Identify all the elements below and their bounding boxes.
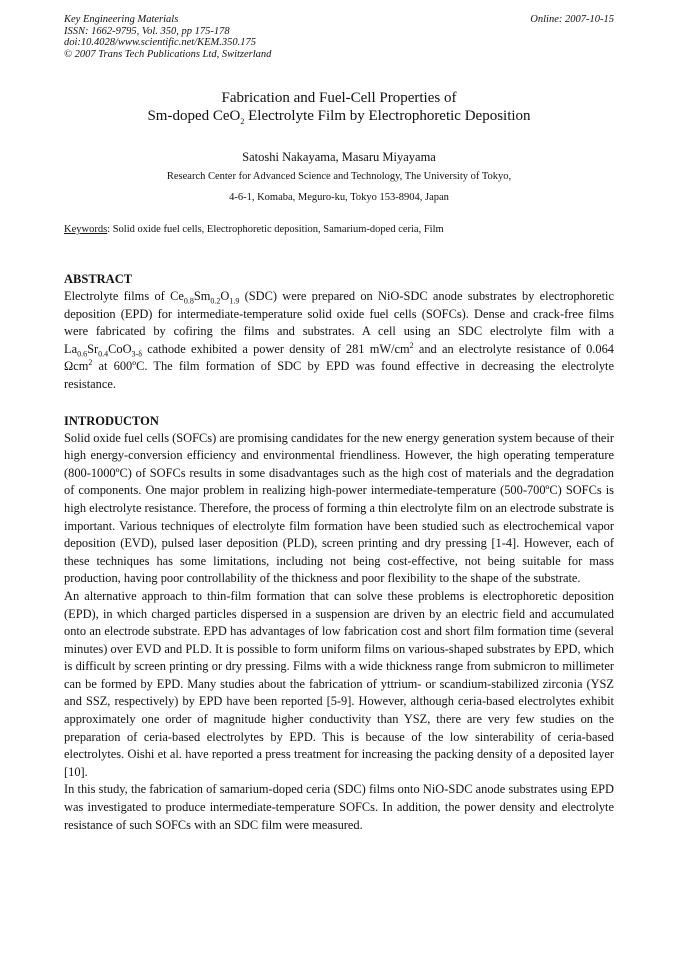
keywords [64, 223, 614, 237]
introduction-heading: INTRODUCTON [64, 413, 159, 428]
title-text-end: Electrolyte Film by Electrophoretic Deposition [244, 108, 531, 124]
journal-name: Key Engineering Materials [64, 14, 179, 25]
journal-header [64, 14, 614, 60]
abstract-heading: ABSTRACT [64, 272, 133, 286]
authors: Satoshi Nakayama, Masaru Miyayama [242, 150, 436, 164]
online-date: Online: 2007-10-15 [530, 14, 614, 25]
keywords-label: Keywords [64, 224, 108, 235]
journal-doi: doi:10.4028/www.scientific.net/KEM.350.175 [64, 37, 256, 48]
title-text: Sm-doped CeO [147, 108, 241, 124]
affiliation [64, 166, 614, 208]
introduction-paragraph-3: In this study, the fabrication of samarium-doped ceria (SDC) films onto NiO-SDC anode substrates using EPD was investigated to produce intermediate-temperature SOFCs. In addition, the power density and electrolyte resistance of such SOFCs with an SDC film were measured. [64, 782, 614, 832]
journal-copyright: © 2007 Trans Tech Publications Ltd, Switzerland [64, 48, 272, 60]
abstract-paragraph: Electrolyte films of $Ce_{0.8}Sm_{0.2}O_{1.9}$ (SDC) were prepared on NiO-SDC anode substrates by electrophoretic deposition (EPD) for intermediate-temperature solid oxide fuel cells (SOFCs). Dense and crack-free films were fabricated by cofiring the films and substrates. A cell using an SDC electrolyte film with a $La_{0.6}Sr_{0.4}CoO_{3-\delta}$ cathode exhibited a power density of 281 $mW/cm^2$ and an electrolyte resistance of 0.064 Ωcm$^2$ at 600ºC. The film formation of SDC by EPD was found effective in decreasing the electrolyte resistance. [64, 289, 614, 391]
paper-title [64, 89, 614, 125]
journal-issn: ISSN: 1662-9795, Vol. 350, pp 175-178 [64, 25, 230, 37]
keywords-text: : Solid oxide fuel cells, Electrophoretic deposition, Samarium-doped ceria, Film [107, 224, 444, 235]
title-line-1: Fabrication and Fuel-Cell Properties of [221, 90, 457, 106]
paper-page [64, 14, 614, 834]
title-subscript: 2 [240, 117, 245, 126]
title-line-2 [64, 107, 614, 125]
affiliation-line-2: 4-6-1, Komaba, Meguro-ku, Tokyo 153-8904, Japan [229, 192, 449, 203]
introduction-paragraph-2: An alternative approach to thin-film formation that can solve these problems is electrophoretic deposition (EPD), in which charged particles dispersed in a suspension are driven by an electric field and accumulated onto an electrode substrate. EPD has advantages of low fabrication cost and short film formation time (several minutes) over EVD and PLD. It is possible to form uniform films on various-shaped substrates by EPD, which is difficult by screen printing or dry pressing. Films with a wide thickness range from submicron to millimeter can be formed by EPD. Many studies about the fabrication of yttrium- or scandium-stabilized zirconia (YSZ and SSZ, respectively) by EPD have been reported [5-9]. However, although ceria-based electrolytes exhibit approximately one order of magnitude higher conductivity than YSZ, there are very few studies on the preparation of ceria-based electrolytes by EPD. This is because of the low sinterability of ceria-based electrolytes. Oishi et al. have reported a press treatment for increasing the packing density of a deposited layer [10]. [64, 588, 614, 779]
affiliation-line-1: Research Center for Advanced Science and Technology, The University of Tokyo, [166, 171, 512, 182]
introduction-paragraph-1: Solid oxide fuel cells (SOFCs) are promising candidates for the new energy generation system because of their high energy-conversion efficiency and environmental friendliness. However, the high operating temperature (800-1000ºC) of SOFCs results in some disadvantages such as the high cost of materials and the degradation of components. One major problem in realizing high-power intermediate-temperature (500-700ºC) SOFCs is high electrolyte resistance. Therefore, the process of forming a thin electrolyte film on an electrode substrate is important. Various techniques of electrolyte film formation have been studied such as electrochemical vapor deposition (EVD), pulsed laser deposition (PLD), screen printing and dry pressing [1-4]. However, each of these techniques has some limitations, including not being cost-effective, not being suitable for mass production, having poor controllability of the thickness and poor flexibility to the shape of the substrate. [64, 430, 614, 586]
